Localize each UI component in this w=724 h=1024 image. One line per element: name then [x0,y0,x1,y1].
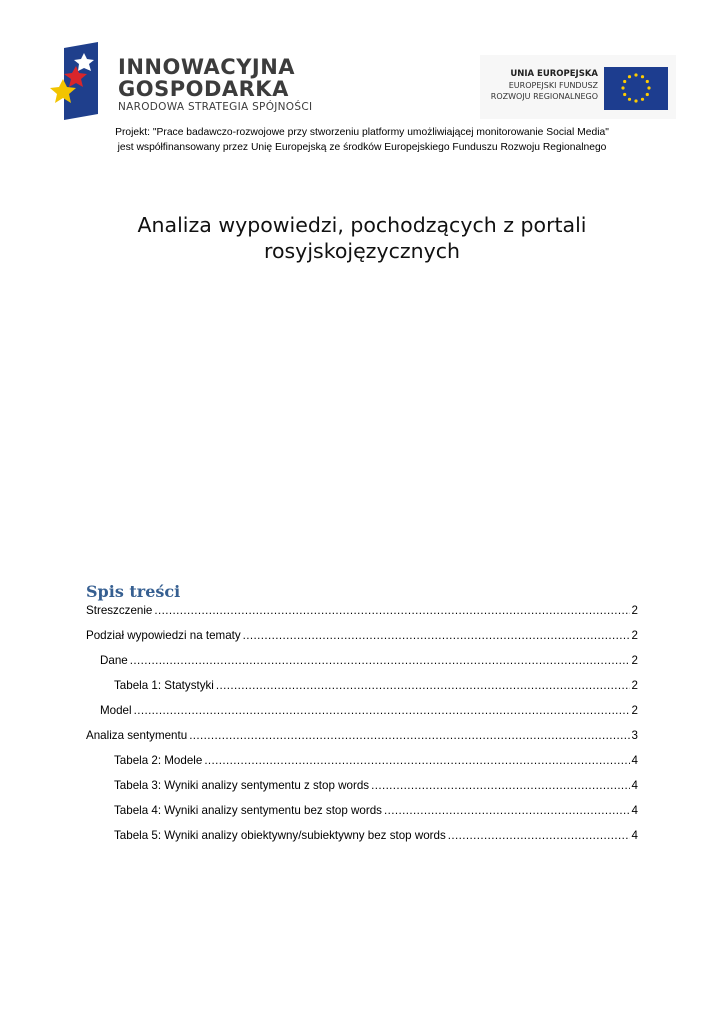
toc-leader-dots [448,829,630,842]
toc-leader-dots [243,629,630,642]
innowacyjna-gospodarka-logo [46,40,316,120]
toc-entry-page: 2 [631,679,638,692]
toc-entry-label: Streszczenie [86,604,153,617]
eu-text-line1: UNIA EUROPEJSKA [510,69,598,79]
logo-text-line3: NARODOWA STRATEGIA SPÓJNOŚCI [118,101,313,113]
toc-leader-dots [204,754,629,767]
document-title-line1: Analiza wypowiedzi, pochodzących z portali [137,213,587,237]
document-title [80,212,644,264]
toc-entry-dane[interactable] [86,654,638,672]
toc-entry-label: Tabela 2: Modele [114,754,203,767]
toc-entry-label: Tabela 3: Wyniki analizy sentymentu z stop words [114,779,370,792]
eu-text-line2: EUROPEJSKI FUNDUSZ [508,81,598,90]
logo-text-line1: INNOWACYJNA [118,55,296,79]
toc-entry-page: 4 [631,829,638,842]
toc-entry-label: Podział wypowiedzi na tematy [86,629,241,642]
document-title-line2: rosyjskojęzycznych [263,239,460,263]
toc-entry-page: 2 [631,654,638,667]
toc-entry-tabela-2[interactable] [86,754,638,772]
toc-entry-label: Tabela 5: Wyniki analizy obiektywny/subiektywny bez stop words [114,829,446,842]
toc-leader-dots [371,779,629,792]
toc-entry-page: 4 [631,779,638,792]
toc-entry-tabela-3[interactable] [86,779,638,797]
toc-leader-dots [154,604,629,617]
eu-logo [480,55,676,119]
toc-entry-page: 2 [631,704,638,717]
toc-leader-dots [216,679,630,692]
toc-entry-analiza-sentymentu[interactable] [86,729,638,747]
project-note-line1: Projekt: "Prace badawczo-rozwojowe przy stworzeniu platformy umożliwiającej monitorowanie Social Media" [115,127,609,138]
toc-entry-page: 2 [631,629,638,642]
toc-entry-streszczenie[interactable] [86,604,638,622]
toc-entry-podzial[interactable] [86,629,638,647]
toc-leader-dots [134,704,630,717]
toc-leader-dots [189,729,629,742]
toc-entry-label: Analiza sentymentu [86,729,188,742]
toc-entry-page: 4 [631,754,638,767]
toc-entry-page: 4 [631,804,638,817]
toc-entry-page: 3 [631,729,638,742]
toc-heading: Spis treści [86,582,181,601]
ig-star-flag-icon [46,40,110,120]
eu-flag-icon [604,67,668,110]
logo-text-line2: GOSPODARKA [118,77,289,101]
toc-leader-dots [130,654,630,667]
toc-entry-model[interactable] [86,704,638,722]
eu-logo-text [491,69,598,102]
toc-entry-label: Dane [100,654,128,667]
toc-entry-page: 2 [631,604,638,617]
project-funding-note [60,125,664,155]
toc-leader-dots [384,804,630,817]
toc-entry-label: Tabela 4: Wyniki analizy sentymentu bez stop words [114,804,382,817]
toc-entry-tabela-5[interactable] [86,829,638,847]
toc-entry-label: Tabela 1: Statystyki [114,679,214,692]
toc-entry-tabela-4[interactable] [86,804,638,822]
eu-text-line3: ROZWOJU REGIONALNEGO [490,92,598,101]
project-note-line2: jest współfinansowany przez Unię Europejską ze środków Europejskiego Funduszu Rozwoju Regionalnego [117,142,607,153]
toc-entry-label: Model [100,704,132,717]
toc-entry-tabela-1[interactable] [86,679,638,697]
